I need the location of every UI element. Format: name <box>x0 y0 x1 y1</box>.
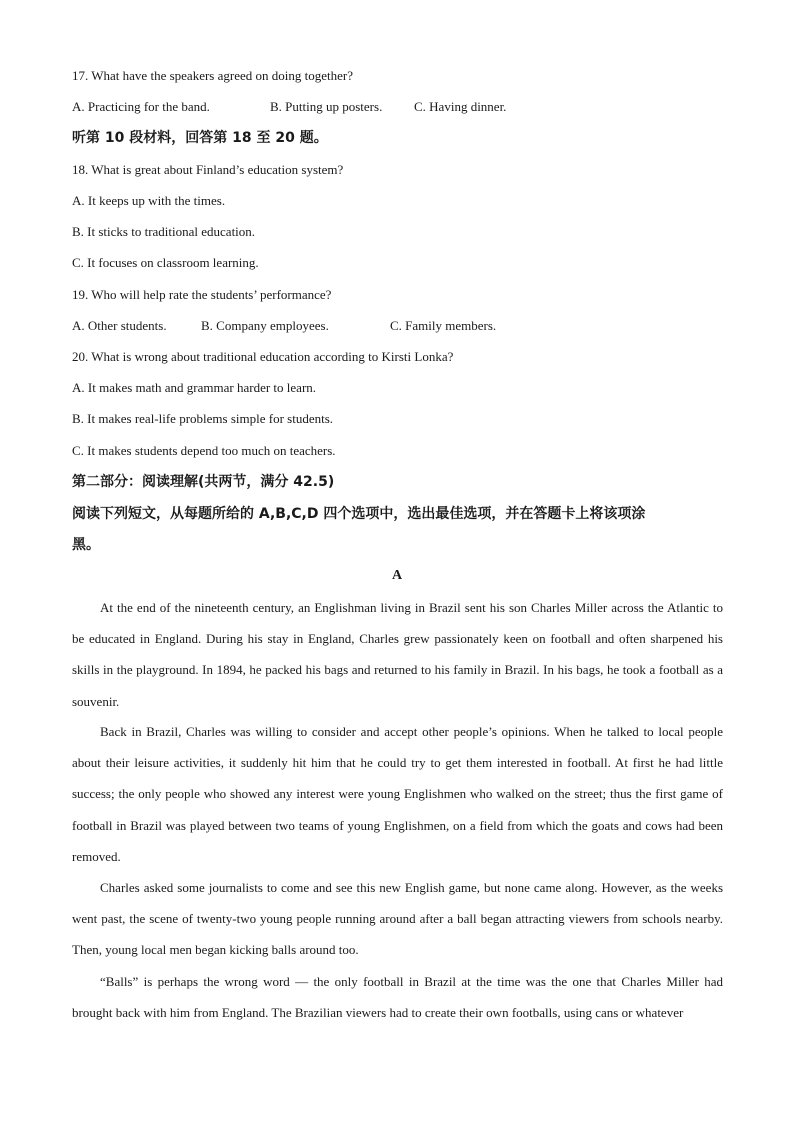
passage-paragraph-4: “Balls” is perhaps the wrong word — the only football in Brazil at the time was the one that Charles Miller had brought back with him from England. The Brazilian viewers had to create their own footballs, using cans or whatever <box>72 974 723 1021</box>
q18-option-b: B. It sticks to traditional education. <box>72 224 256 239</box>
q19-option-c: C. Family members. <box>390 318 497 333</box>
q17-option-a: A. Practicing for the band. <box>72 99 210 114</box>
part-two-heading: 第二部分：阅读理解(共两节，满分 42.5) <box>72 474 335 490</box>
q19-option-a: A. Other students. <box>72 318 167 333</box>
q18-option-c: C. It focuses on classroom learning. <box>72 255 259 270</box>
passage-title: A <box>391 568 403 583</box>
q20-option-a: A. It makes math and grammar harder to learn. <box>72 380 317 395</box>
passage-paragraph-1: At the end of the nineteenth century, an Englishman living in Brazil sent his son Charles Miller across the Atlantic to be educated in England. During his stay in England, Charles grew passionately keen on football and often sharpened his skills in the playground. In 1894, he packed his bags and returned to his family in Brazil. In his bags, he took a football as a souvenir. <box>72 600 723 709</box>
question-19: 19. Who will help rate the students’ performance? <box>72 287 332 302</box>
q20-option-c: C. It makes students depend too much on teachers. <box>72 443 336 458</box>
passage-paragraph-3: Charles asked some journalists to come and see this new English game, but none came along. However, as the weeks went past, the scene of twenty-two young people running around after a ball began attracting viewers from schools nearby. Then, young local men began kicking balls around too. <box>72 880 723 958</box>
question-18: 18. What is great about Finland’s education system? <box>72 162 344 177</box>
part-two-instruction-continued: 黑。 <box>72 537 100 553</box>
q17-option-b: B. Putting up posters. <box>270 99 383 114</box>
q17-option-c: C. Having dinner. <box>414 99 507 114</box>
passage-paragraph-2: Back in Brazil, Charles was willing to consider and accept other people’s opinions. When he talked to local people about their leisure activities, it suddenly hit him that he could try to get them interested in football. At first he had little success; the only people who showed any interest were young Englishmen who walked on the street; thus the first game of football in Brazil was played between two teams of young Englishmen, on a field from which the goats and cows had been removed. <box>72 724 723 864</box>
section-10-heading: 听第 10 段材料，回答第 18 至 20 题。 <box>72 130 328 146</box>
part-two-instruction: 阅读下列短文，从每题所给的 A,B,C,D 四个选项中，选出最佳选项，并在答题卡上将该项涂 <box>72 506 646 522</box>
question-17: 17. What have the speakers agreed on doing together? <box>72 68 353 83</box>
q19-option-b: B. Company employees. <box>201 318 329 333</box>
q18-option-a: A. It keeps up with the times. <box>72 193 226 208</box>
question-20: 20. What is wrong about traditional education according to Kirsti Lonka? <box>72 349 454 364</box>
q20-option-b: B. It makes real-life problems simple for students. <box>72 411 334 426</box>
